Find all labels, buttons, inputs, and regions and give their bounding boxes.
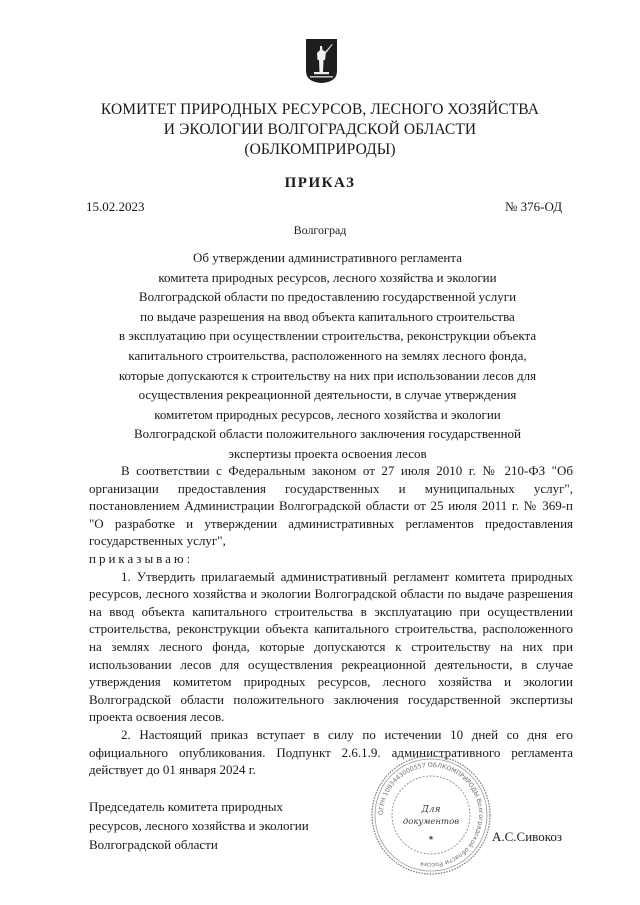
order-date: 15.02.2023 <box>86 199 145 214</box>
signatory-position <box>89 797 309 854</box>
item-2-paragraph: 2. Настоящий приказ вступает в силу по истечении 10 дней со дня его официального опубликования. Подпункт 2.6.1.9. административного регламента действует до 01 января 2024 г. <box>89 726 573 778</box>
order-body <box>89 462 573 779</box>
stamp-ring-text: ОГРН 1093443000557 ОБЛКОМПРИРОДЫ Волгоградской области Россия <box>377 761 485 869</box>
decree-word: приказываю: <box>89 550 194 566</box>
subject-line: осуществления рекреационной деятельности, в случае утверждения <box>138 387 517 403</box>
order-city: Волгоград <box>293 223 347 237</box>
org-name-line-1: КОМИТЕТ ПРИРОДНЫХ РЕСУРСОВ, ЛЕСНОГО ХОЗЯЙСТВА <box>100 101 540 118</box>
position-line: Волгоградской области <box>89 837 218 852</box>
subject-line: капитального строительства, расположенного на землях лесного фонда, <box>128 347 527 363</box>
preamble-paragraph: В соответствии с Федеральным законом от 27 июля 2010 г. № 210-ФЗ "Об организации предоставления государственных и муниципальных услуг", постановлением Администрации Волгоградской области от 25 июля 2011 г. № 369-п "О разработке и утверждении административных регламентов предоставления государственных услуг", <box>89 463 573 549</box>
stamp-center-line-1: Для <box>421 805 441 815</box>
volgograd-coat-of-arms-icon <box>305 38 338 84</box>
stamp-center-line-2: документов <box>402 817 460 827</box>
subject-line: по выдаче разрешения на ввод объекта капитального строительства <box>140 308 515 324</box>
position-line: Председатель комитета природных <box>89 799 284 814</box>
svg-text:ОГРН 1093443000557 ОБЛКОМПРИРО <box>378 762 484 868</box>
order-number: № 376-ОД <box>505 199 563 214</box>
org-name-line-2: И ЭКОЛОГИИ ВОЛГОГРАДСКОЙ ОБЛАСТИ <box>163 121 477 138</box>
subject-line: комитета природных ресурсов, лесного хозяйства и экологии <box>158 269 497 285</box>
order-title: ПРИКАЗ <box>284 175 356 191</box>
subject-line: в эксплуатацию при осуществлении строительства, реконструкции объекта <box>118 328 537 344</box>
official-stamp <box>368 752 494 878</box>
subject-line: Волгоградской области по предоставлению государственной услуги <box>138 289 517 305</box>
stamp-star-icon: ★ <box>427 834 435 842</box>
org-name-line-3: (ОБЛКОМПРИРОДЫ) <box>244 141 396 158</box>
item-1-paragraph: 1. Утвердить прилагаемый административный регламент комитета природных ресурсов, лесного хозяйства и экологии Волгоградской области по выдаче разрешения на ввод объекта капитального строительства в эксплуатацию при осуществлении строительства, реконструкции объекта капитального строительства, расположенного на землях лесного фонда, которые допускаются к строительству на них при использовании лесов для осуществления рекреационной деятельности, в случае утверждения комитетом природных ресурсов, лесного хозяйства и экологии Волгоградской области положительного заключения государственной экспертизы проекта освоения лесов. <box>89 568 573 725</box>
subject-line: которые допускаются к строительству на них при использовании лесов для <box>118 367 537 383</box>
order-subject <box>70 248 585 464</box>
subject-line: комитетом природных ресурсов, лесного хозяйства и экологии <box>154 406 501 422</box>
subject-line: Об утверждении административного регламента <box>192 250 463 265</box>
subject-line: Волгоградской области положительного заключения государственной <box>133 426 522 442</box>
subject-line: экспертизы проекта освоения лесов <box>228 445 427 461</box>
position-line: ресурсов, лесного хозяйства и экологии <box>89 818 309 833</box>
signatory-name: А.С.Сивокоз <box>492 829 563 844</box>
